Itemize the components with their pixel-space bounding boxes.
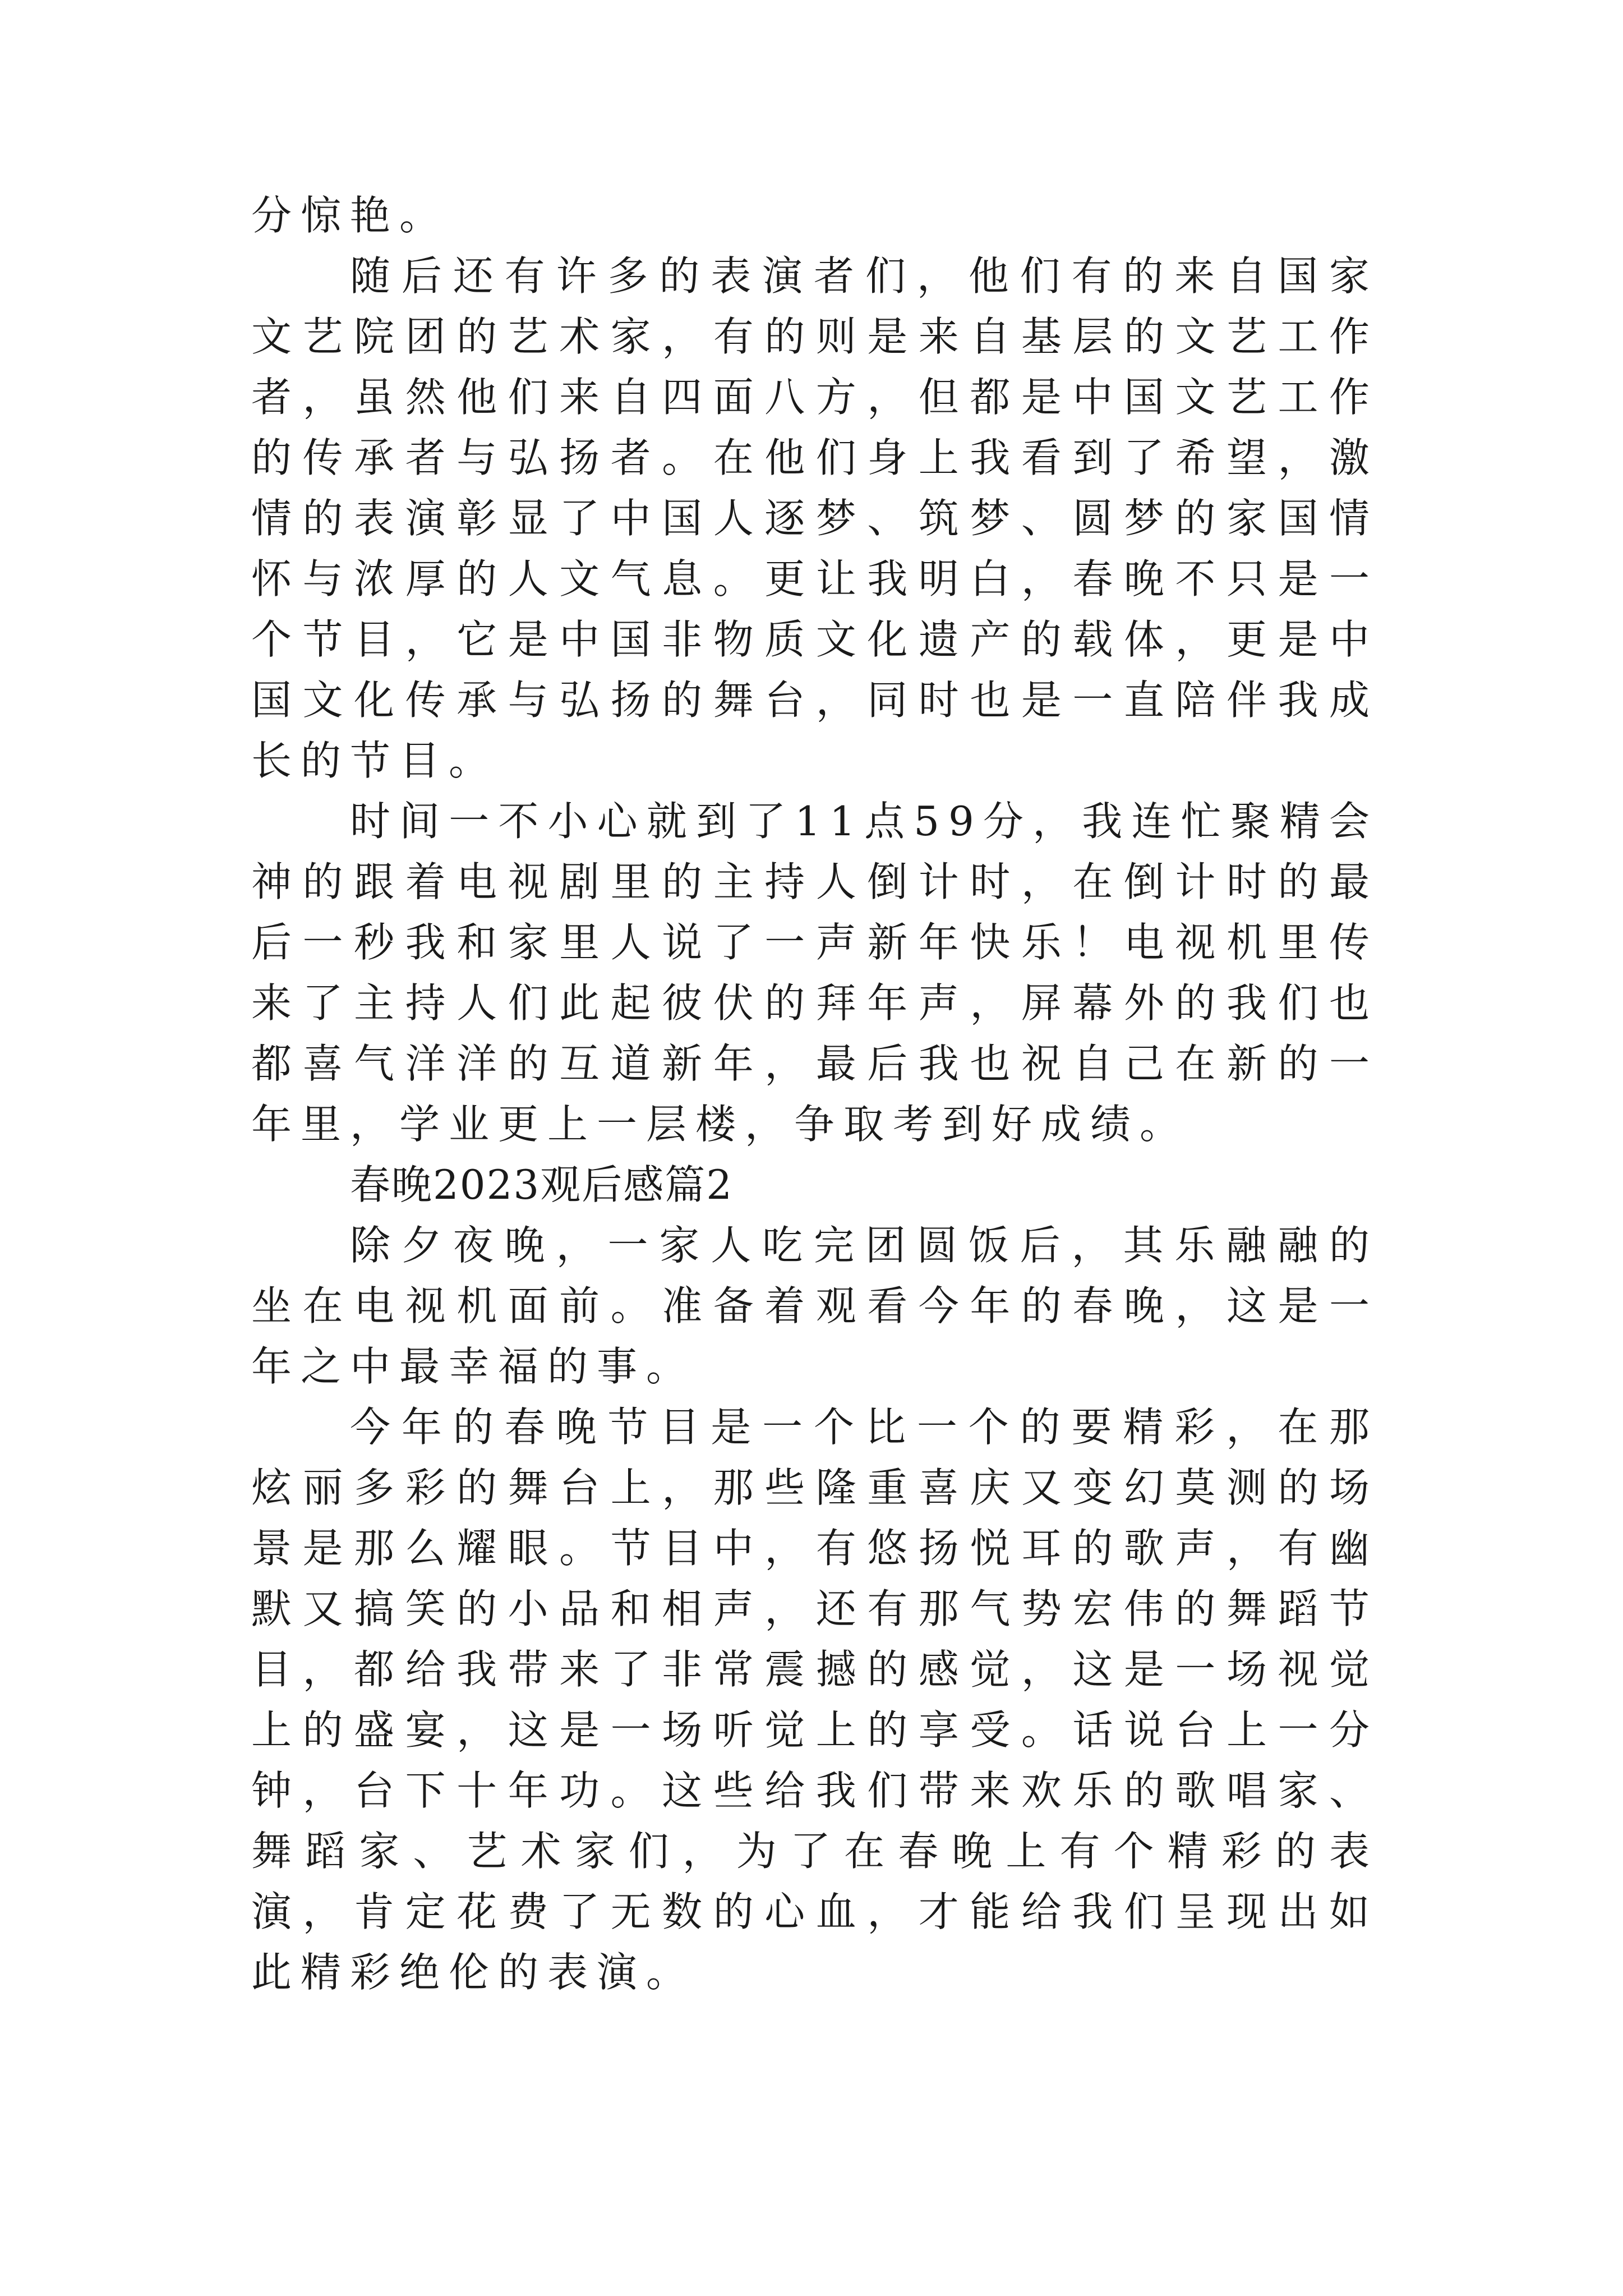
section-heading: 春晚2023观后感篇2 <box>350 1161 734 1208</box>
paragraph-continuation: 分惊艳。 <box>251 192 449 239</box>
paragraph-performers: 随后还有许多的表演者们，他们有的来自国家文艺院团的艺术家，有的则是来自基层的文艺工作者，虽然他们来自四面八方，但都是中国文艺工作的传承者与弘扬者。在他们身上我看到了希望，激情的表演彰显了中国人逐梦、筑梦、圆梦的家国情怀与浓厚的人文气息。更让我明白，春晚不只是一个节目，它是中国非物质文化遗产的载体，更是中国文化传承与弘扬的舞台，同时也是一直陪伴我成长的节目。 <box>251 252 1378 784</box>
paragraph-program-review: 今年的春晚节目是一个比一个的要精彩，在那炫丽多彩的舞台上，那些隆重喜庆又变幻莫测的场景是那么耀眼。节目中，有悠扬悦耳的歌声，有幽默又搞笑的小品和相声，还有那气势宏伟的舞蹈节目，都给我带来了非常震撼的感觉，这是一场视觉上的盛宴，这是一场听觉上的享受。话说台上一分钟，台下十年功。这些给我们带来欢乐的歌唱家、舞蹈家、艺术家们，为了在春晚上有个精彩的表演，肯定花费了无数的心血，才能给我们呈现出如此精彩绝伦的表演。 <box>251 1404 1378 1996</box>
paragraph-countdown: 时间一不小心就到了11点59分，我连忙聚精会神的跟着电视剧里的主持人倒计时，在倒计时的最后一秒我和家里人说了一声新年快乐！电视机里传来了主持人们此起彼伏的拜年声，屏幕外的我们也都喜气洋洋的互道新年，最后我也祝自己在新的一年里，学业更上一层楼，争取考到好成绩。 <box>251 798 1378 1148</box>
document-body <box>251 185 1378 2003</box>
paragraph-new-year-eve: 除夕夜晚，一家人吃完团圆饭后，其乐融融的坐在电视机面前。准备着观看今年的春晚，这是一年之中最幸福的事。 <box>251 1222 1378 1390</box>
